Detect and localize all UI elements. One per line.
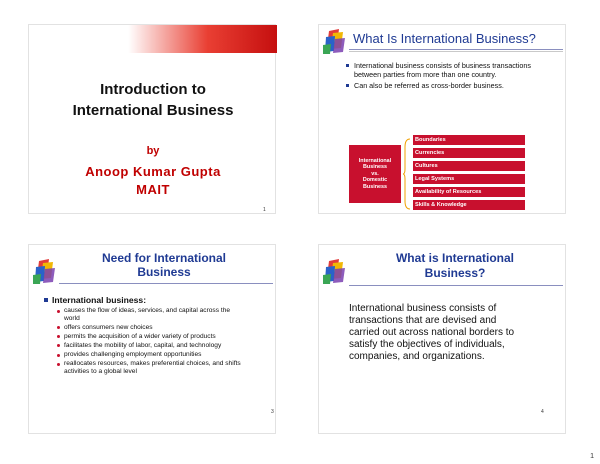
heading-rule bbox=[349, 49, 563, 50]
by-label: by bbox=[146, 145, 160, 157]
heading-line-2: Business? bbox=[424, 266, 486, 280]
colored-pages-icon bbox=[33, 257, 59, 285]
author-block bbox=[29, 163, 277, 199]
difference-item: Boundaries bbox=[413, 135, 525, 145]
list-item: offers consumers new choices bbox=[57, 324, 243, 332]
box-line: Business bbox=[363, 183, 387, 190]
colored-pages-icon bbox=[323, 27, 349, 55]
header-gradient-bar bbox=[29, 25, 277, 53]
body-text: International business consists of transactions that are devised and carried out across national borders to satisfy the objectives of individuals, companies, and organizations. bbox=[349, 303, 515, 362]
heading-rule bbox=[59, 283, 273, 284]
difference-item: Legal Systems bbox=[413, 174, 525, 184]
slide-number: 1 bbox=[263, 207, 266, 213]
heading-rule bbox=[349, 285, 563, 286]
heading-line-1: What is International bbox=[395, 251, 514, 265]
slide-title bbox=[28, 24, 276, 214]
box-line: International bbox=[358, 157, 392, 164]
colored-pages-icon bbox=[323, 257, 349, 285]
slide-number: 3 bbox=[271, 409, 274, 415]
list-item: causes the flow of ideas, services, and capital across the world bbox=[57, 307, 243, 322]
list-item: facilitates the mobility of labor, capital, and technology bbox=[57, 342, 243, 350]
box-line: Business bbox=[363, 164, 387, 171]
difference-item: Availability of Resources bbox=[413, 187, 525, 197]
slide-what-is-ib-2 bbox=[318, 244, 566, 434]
heading-line-1: Need for International bbox=[101, 251, 226, 265]
difference-item: Cultures bbox=[413, 161, 525, 171]
list-item: permits the acquisition of a wider variety of products bbox=[57, 333, 243, 341]
difference-item: Skills & Knowledge bbox=[413, 200, 525, 210]
author-institution: MAIT bbox=[136, 182, 170, 197]
box-line: vs. bbox=[371, 170, 379, 177]
slide-heading bbox=[69, 251, 259, 279]
slide-heading: What Is International Business? bbox=[353, 31, 536, 46]
list-item: Can also be referred as cross-border business. bbox=[345, 81, 551, 90]
slide-need-for-ib bbox=[28, 244, 276, 434]
slide-what-is-ib bbox=[318, 24, 566, 214]
page-number: 1 bbox=[590, 453, 594, 460]
bullet-list bbox=[345, 61, 551, 92]
list-item: reallocates resources, makes preferential choices, and shifts activities to a global level bbox=[57, 360, 243, 375]
heading-line-2: Business bbox=[137, 265, 191, 279]
slide-heading bbox=[355, 251, 555, 281]
list-item: International business consists of business transactions between parties from more than one country. bbox=[345, 61, 551, 79]
main-bullet: International business: bbox=[43, 295, 146, 305]
sub-bullet-list bbox=[57, 307, 243, 377]
box-line: Domestic bbox=[362, 177, 388, 184]
differences-list bbox=[413, 135, 525, 213]
title-line-1: Introduction to bbox=[100, 81, 206, 98]
slide-number: 4 bbox=[541, 409, 544, 415]
title-line-2: International Business bbox=[72, 102, 234, 119]
difference-item: Currencies bbox=[413, 148, 525, 158]
bracket-connector bbox=[403, 137, 411, 211]
slide-title-text bbox=[29, 79, 277, 121]
author-name: Anoop Kumar Gupta bbox=[85, 164, 221, 179]
heading-rule-shadow bbox=[349, 51, 563, 52]
ib-vs-domestic-box bbox=[349, 145, 401, 203]
list-item: provides challenging employment opportunities bbox=[57, 351, 243, 359]
